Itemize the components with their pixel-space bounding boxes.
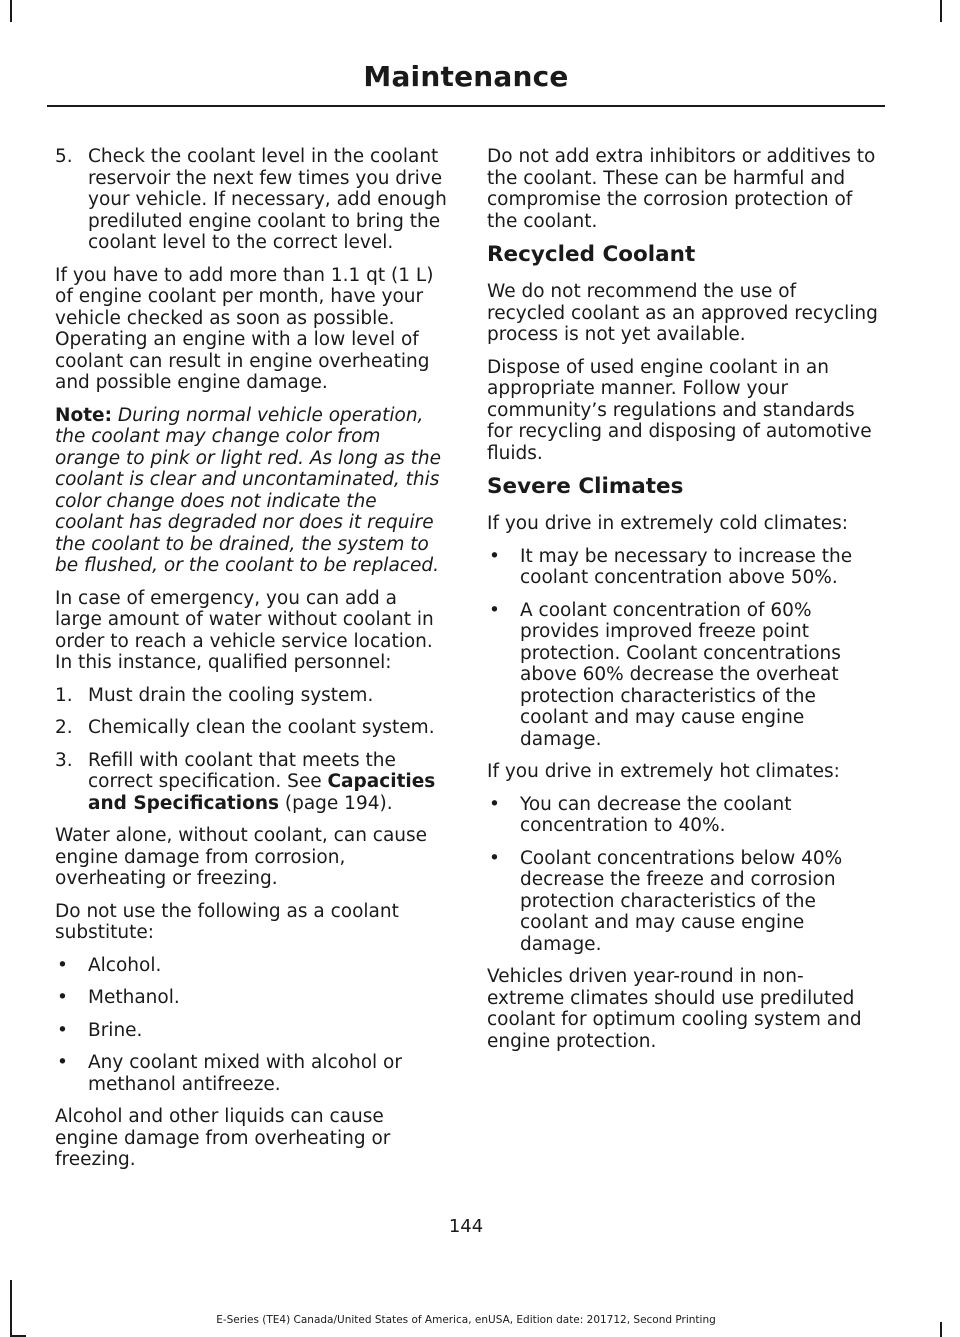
bullet-item (55, 1020, 448, 1042)
step-text: Check the coolant level in the coolant reservoir the next few times you drive your vehicle. If necessary, add enough prediluted engine coolant to bring the coolant level to the correct level. (88, 146, 447, 253)
footer-edition: E-Series (TE4) Canada/United States of America, enUSA, Edition date: 201712, Second Printing (216, 1314, 716, 1326)
paragraph-dispose: Dispose of used engine coolant in an appropriate manner. Follow your community’s regulations and standards for recycling and disposing of automotive fluids. (487, 356, 872, 464)
step-3 (55, 750, 448, 815)
paragraph-hot-climates: If you drive in extremely hot climates: (487, 761, 840, 782)
paragraph-water-alone: Water alone, without coolant, can cause engine damage from corrosion, overheating or freezing. (55, 825, 428, 889)
bullet-text: Brine. (88, 1019, 143, 1041)
paragraph-coolant-usage: If you have to add more than 1.1 qt (1 L) of engine coolant per month, have your vehicle checked as soon as possible. Operating an engine with a low level of coolant can result in engine overheating and possible engine damage. (55, 264, 434, 393)
paragraph-cold-climates: If you drive in extremely cold climates: (487, 513, 848, 534)
step-3-text: Refill with coolant that meets the correct specification. See (88, 749, 396, 792)
crop-mark-top-left (10, 0, 12, 22)
bullet-glyph: • (489, 793, 500, 815)
capacities-link[interactable]: Capacities and Specifications (88, 771, 436, 814)
paragraph-recycled: We do not recommend the use of recycled coolant as an approved recycling process is not yet available. (487, 281, 878, 345)
step-text: Must drain the cooling system. (88, 684, 374, 706)
page-title: Maintenance (363, 60, 569, 93)
bullet-item (487, 794, 879, 837)
heading-recycled-coolant: Recycled Coolant (487, 242, 696, 267)
heading-severe-climates: Severe Climates (487, 474, 684, 499)
paragraph-emergency: In case of emergency, you can add a large amount of water without coolant in order to reach a vehicle service location. In this instance, qualified personnel: (55, 587, 434, 673)
bullet-item (487, 546, 879, 589)
header-divider (47, 105, 885, 107)
paragraph-non-extreme: Vehicles driven year-round in non-extreme climates should use prediluted coolant for optimum cooling system and engine protection. (487, 966, 862, 1052)
step-number: 1. (55, 684, 73, 706)
bullet-glyph: • (57, 954, 68, 976)
bullet-glyph: • (489, 599, 500, 621)
crop-mark-top-right (940, 0, 942, 22)
step-number: 5. (55, 146, 73, 167)
step-number: 2. (55, 717, 73, 738)
bullet-glyph: • (57, 1019, 68, 1041)
paragraph-substitutes: Do not use the following as a coolant substitute: (55, 900, 399, 943)
bullet-item (487, 848, 879, 956)
bullet-glyph: • (489, 545, 500, 567)
step-text: Chemically clean the coolant system. (88, 717, 435, 738)
note (55, 405, 448, 577)
bullet-text: Alcohol. (88, 954, 162, 976)
bullet-text: It may be necessary to increase the coolant concentration above 50%. (520, 545, 853, 588)
step-number: 3. (55, 749, 73, 771)
bullet-text: A coolant concentration of 60% provides improved freeze point protection. Coolant concentrations above 60% decrease the overheat protection characteristics of the coolant and may cause engine damage. (520, 599, 841, 750)
paragraph-other-liquids: Alcohol and other liquids can cause engine damage from overheating or freezing. (55, 1106, 391, 1170)
left-column (55, 146, 448, 1182)
step-text (88, 750, 448, 815)
right-column (487, 146, 879, 1063)
bullet-glyph: • (489, 847, 500, 869)
bullet-glyph: • (57, 1052, 68, 1073)
step-5 (55, 146, 448, 254)
bullet-glyph: • (57, 987, 68, 1008)
bullet-text: Any coolant mixed with alcohol or methanol antifreeze. (88, 1052, 402, 1095)
page-number: 144 (448, 1216, 484, 1237)
bullet-item (55, 1052, 448, 1095)
bullet-text: Methanol. (88, 987, 180, 1008)
bullet-text: You can decrease the coolant concentration to 40%. (520, 793, 792, 836)
step-3-page-ref: (page 194). (279, 792, 393, 814)
crop-mark-bottom-left (10, 1280, 12, 1337)
note-label: Note: (55, 404, 112, 426)
bullet-item (55, 987, 448, 1009)
step-1 (55, 685, 448, 707)
bullet-item (487, 600, 879, 751)
crop-mark-bottom-right (940, 1322, 942, 1337)
step-2 (55, 717, 448, 739)
bullet-text: Coolant concentrations below 40% decrease the freeze and corrosion protection characteristics of the coolant and may cause engine damage. (520, 847, 843, 955)
note-text: During normal vehicle operation, the coolant may change color from orange to pink or light red. As long as the coolant is clear and uncontaminated, this color change does not indicate the coolant has degraded nor does it require the coolant to be drained, the system to be flushed, or the coolant to be replaced. (55, 404, 442, 576)
bullet-item (55, 955, 448, 977)
paragraph-inhibitors: Do not add extra inhibitors or additives to the coolant. These can be harmful and compromise the corrosion protection of the coolant. (487, 146, 876, 232)
